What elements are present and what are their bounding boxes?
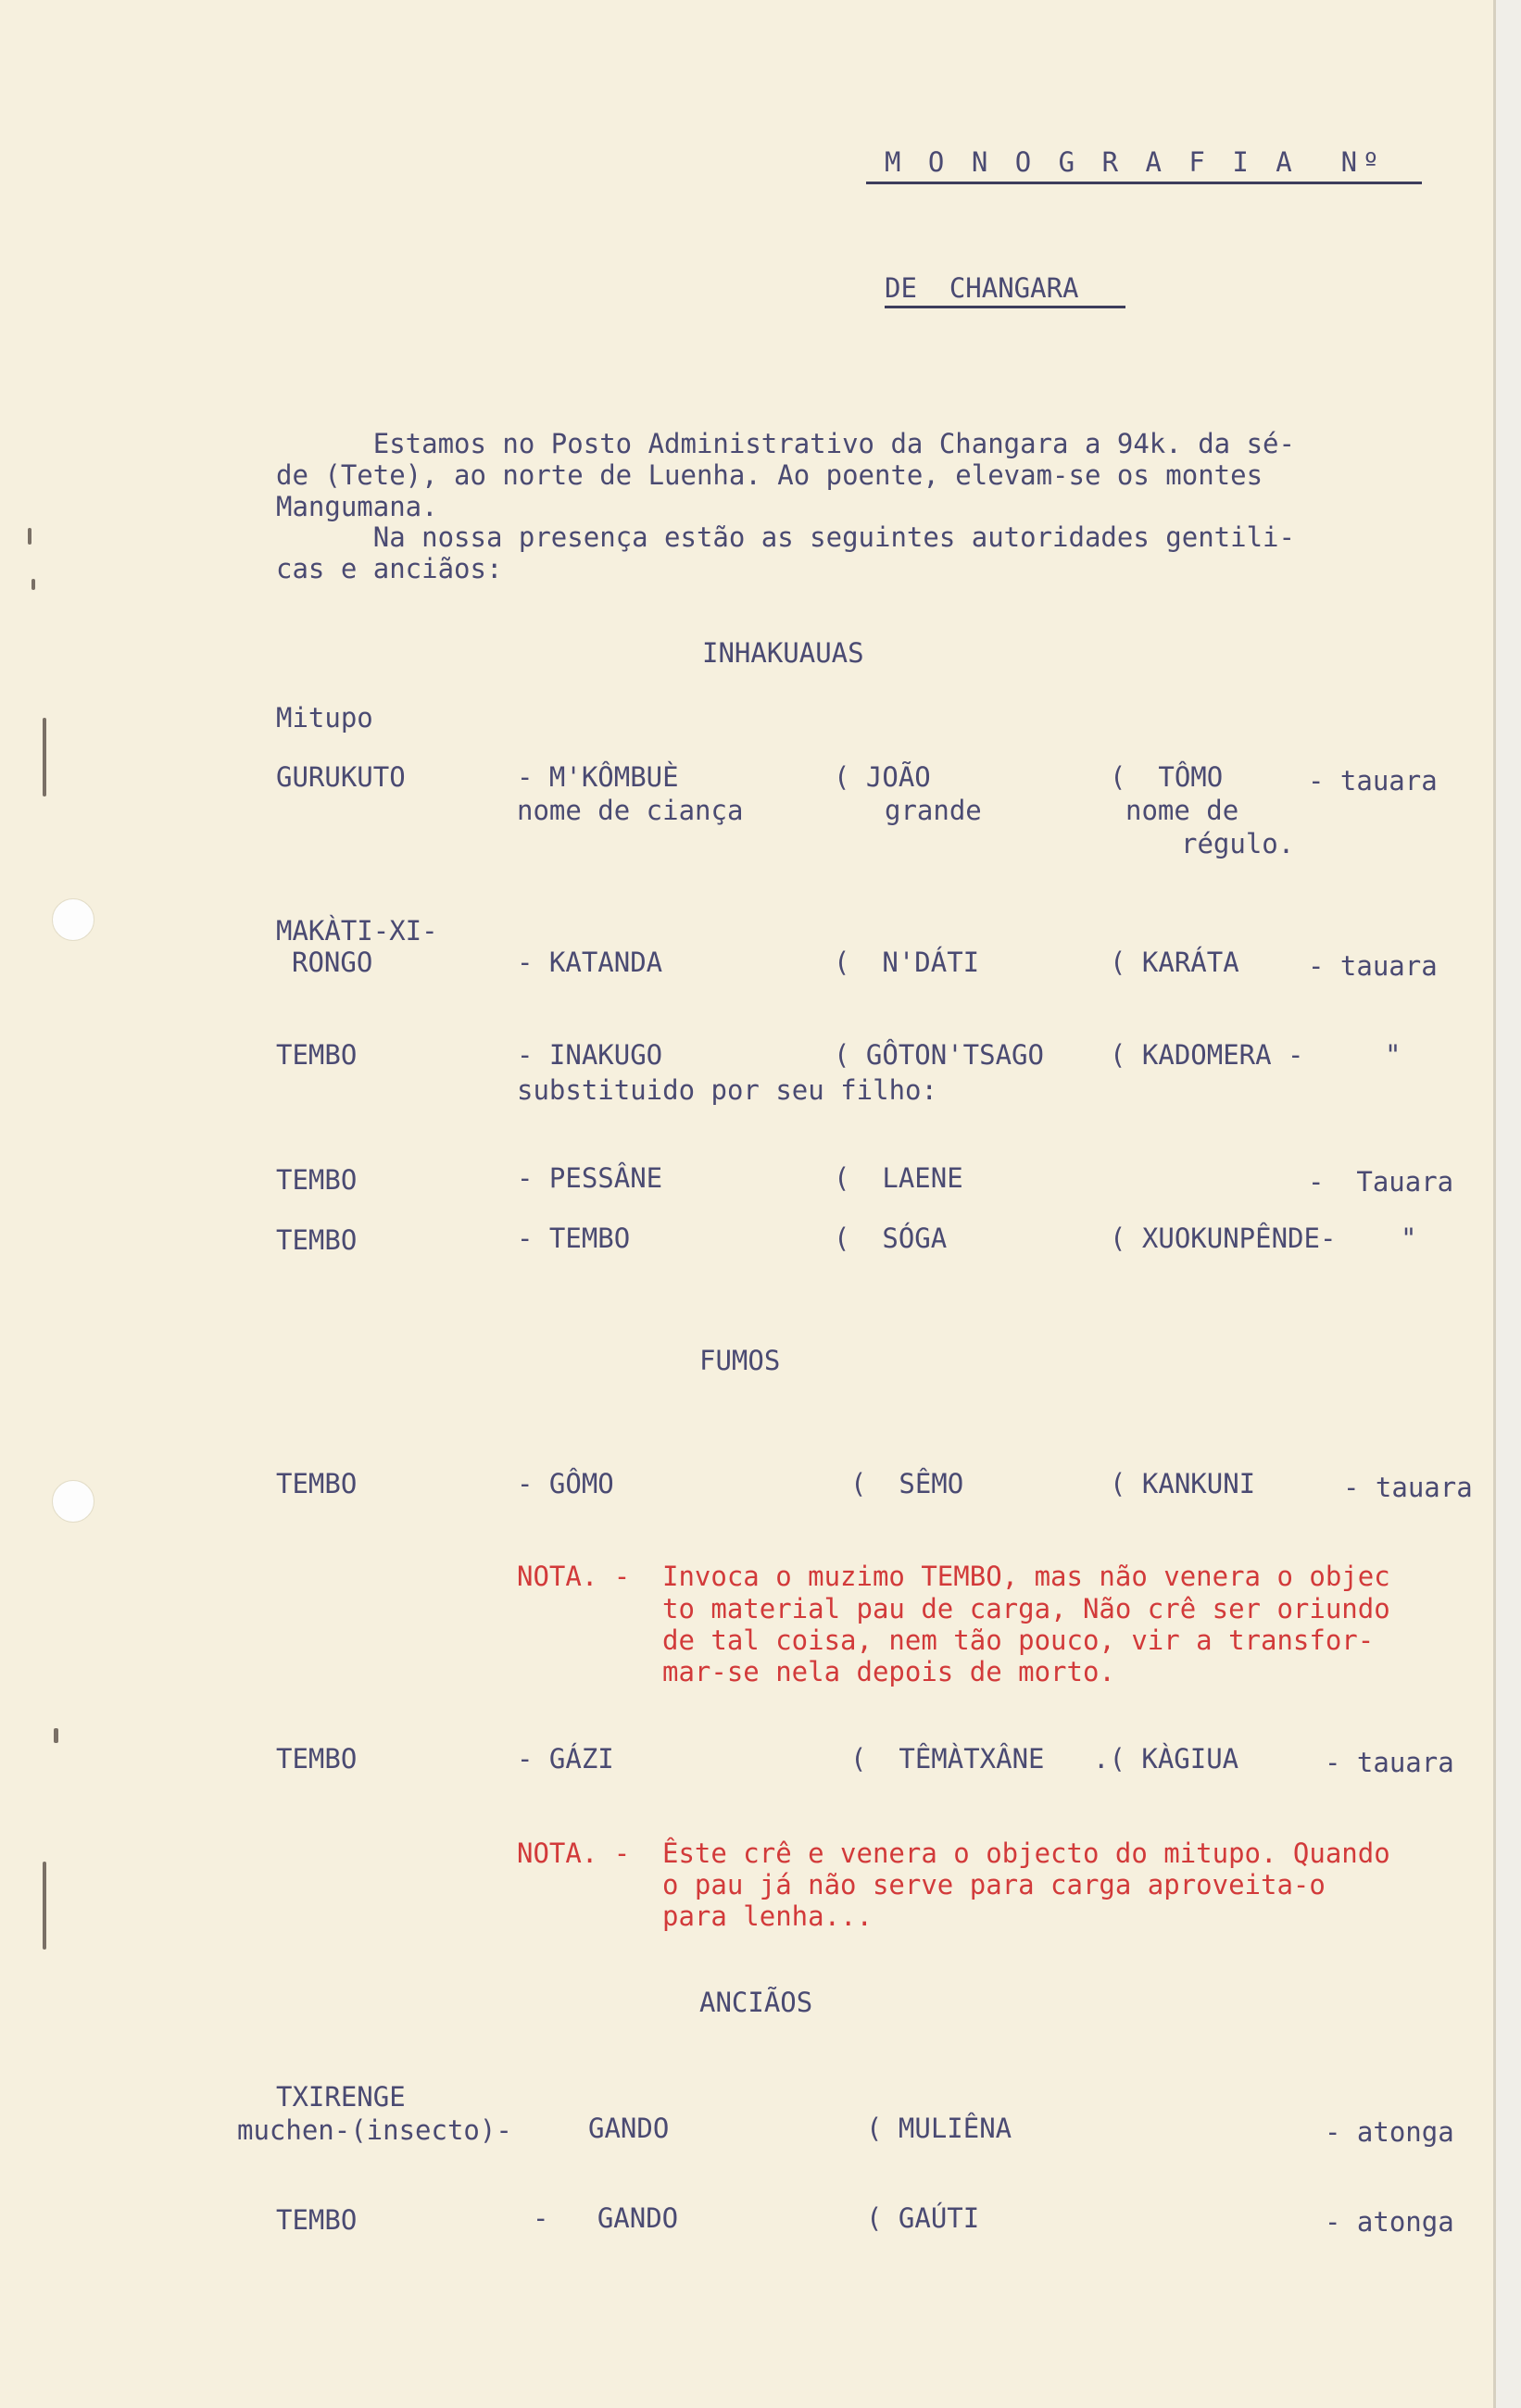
mitupo-name: TEMBO (276, 1039, 358, 1071)
note-label: NOTA. - (517, 1561, 631, 1592)
title-underline (866, 182, 1422, 184)
title-tauara: - tauara (1343, 1472, 1473, 1503)
authority-name: - GÔMO (517, 1468, 614, 1499)
authority-name: - PESSÂNE (517, 1162, 663, 1194)
note-line: Êste crê e venera o objecto do mitupo. Quando (662, 1837, 1390, 1869)
note-line: Invoca o muzimo TEMBO, mas não venera o objec (662, 1561, 1390, 1592)
mitupo-name: MAKÀTI-XI- (276, 915, 438, 947)
title-tauara: - tauara (1325, 1747, 1454, 1778)
mitupo-name: TEMBO (276, 2204, 358, 2236)
note-line: to material pau de carga, Não crê ser oriundo (662, 1593, 1390, 1624)
punch-hole-top (52, 898, 94, 941)
authority-note: substituido por seu filho: (517, 1074, 937, 1106)
third-name: ( KADOMERA - (1110, 1039, 1304, 1071)
title-atonga: - atonga (1325, 2116, 1454, 2148)
note-line: o pau já não serve para carga aproveita-o (662, 1869, 1326, 1900)
second-name: ( SÊMO (850, 1468, 964, 1499)
edge-mark (31, 579, 35, 590)
mitupo-label: Mitupo (276, 702, 373, 734)
intro-line: Estamos no Posto Administrativo da Changara a 94k. da sé- (276, 428, 1295, 459)
second-name: ( GAÚTI (866, 2202, 980, 2234)
third-name: ( KANKUNI (1110, 1468, 1256, 1499)
second-note: grande (885, 795, 982, 826)
second-name: ( LAENE (834, 1162, 963, 1194)
monograph-subtitle: DE CHANGARA (885, 272, 1079, 304)
second-name: ( MULIÊNA (866, 2113, 1012, 2144)
third-note: régulo. (1181, 828, 1295, 859)
authority-name: - GÁZI (517, 1743, 614, 1775)
second-name: ( TÊMÀTXÂNE (850, 1743, 1045, 1775)
authority-name: - GANDO (533, 2202, 679, 2234)
title-tauara: - tauara (1308, 950, 1438, 982)
third-name: ( TÔMO (1110, 761, 1224, 793)
third-name: .( KÀGIUA (1093, 1743, 1239, 1775)
title-atonga: - atonga (1325, 2206, 1454, 2238)
note-line: mar-se nela depois de morto. (662, 1656, 1115, 1687)
second-name: ( N'DÁTI (834, 947, 980, 978)
authority-name: GANDO (588, 2113, 670, 2144)
scan-margin (1496, 0, 1521, 2408)
mitupo-name: RONGO (292, 947, 373, 978)
title-tauara: - Tauara (1308, 1166, 1454, 1198)
mitupo-note: muchen-(insecto)- (237, 2114, 512, 2146)
authority-name: - INAKUGO (517, 1039, 663, 1071)
title-tauara: - tauara (1308, 765, 1438, 796)
section-heading-inhakuauas: INHAKUAUAS (702, 637, 864, 669)
mitupo-name: GURUKUTO (276, 761, 406, 793)
edge-mark (43, 1862, 46, 1950)
monograph-title: M O N O G R A F I A Nº (885, 146, 1385, 178)
mitupo-name: TXIRENGE (276, 2081, 406, 2113)
note-line: para lenha... (662, 1900, 873, 1932)
mitupo-name: TEMBO (276, 1468, 358, 1499)
authority-name: - M'KÔMBUÈ (517, 761, 679, 793)
punch-hole-bottom (52, 1480, 94, 1523)
third-name: ( KARÁTA (1110, 947, 1239, 978)
title-ditto: " (1401, 1223, 1417, 1254)
authority-name: - KATANDA (517, 947, 663, 978)
second-name: ( GÔTON'TSAGO (834, 1039, 1044, 1071)
mitupo-name: TEMBO (276, 1224, 358, 1256)
second-name: ( JOÃO (834, 761, 931, 793)
note-label: NOTA. - (517, 1837, 631, 1869)
edge-mark (28, 528, 31, 545)
section-heading-fumos: FUMOS (699, 1345, 781, 1376)
intro-line: de (Tete), ao norte de Luenha. Ao poente, elevam-se os montes (276, 459, 1263, 491)
authority-note: nome de ciança (517, 795, 744, 826)
section-heading-ancioes: ANCIÃOS (699, 1987, 813, 2018)
second-name: ( SÓGA (834, 1223, 948, 1254)
edge-mark (43, 718, 46, 796)
third-note: nome de (1125, 795, 1239, 826)
title-ditto: " (1385, 1039, 1402, 1071)
mitupo-name: TEMBO (276, 1164, 358, 1196)
subtitle-underline (885, 306, 1125, 308)
edge-mark (54, 1728, 58, 1743)
intro-line: cas e anciãos: (276, 553, 503, 584)
authority-name: - TEMBO (517, 1223, 631, 1254)
intro-line: Na nossa presença estão as seguintes autoridades gentili- (276, 521, 1295, 553)
third-name: ( XUOKUNPÊNDE- (1110, 1223, 1337, 1254)
note-line: de tal coisa, nem tão pouco, vir a transfor- (662, 1624, 1375, 1656)
mitupo-name: TEMBO (276, 1743, 358, 1775)
intro-line: Mangumana. (276, 491, 438, 522)
